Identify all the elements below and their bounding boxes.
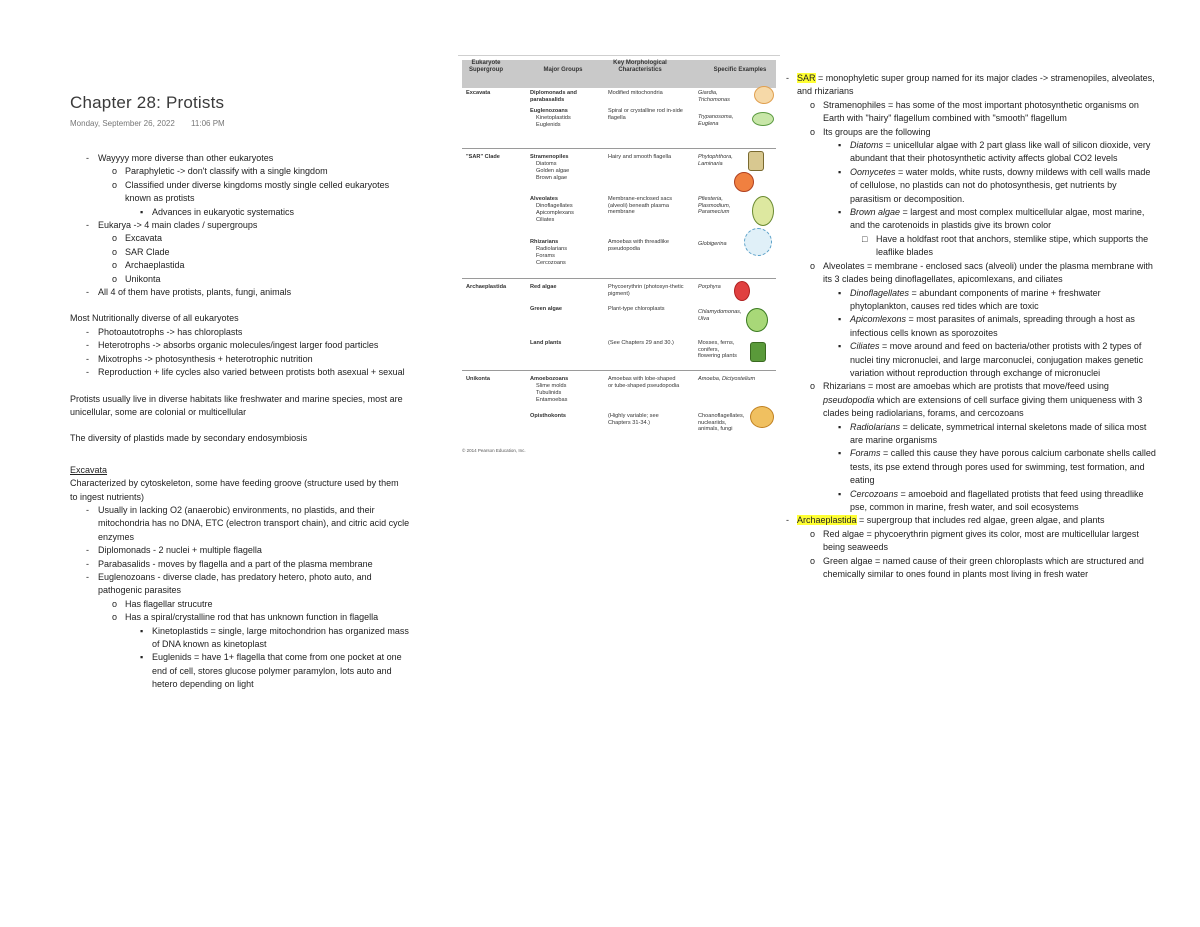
- diatom-illustration-icon: [748, 151, 764, 171]
- cell-characteristic: (Highly variable; see Chapters 31-34.): [608, 413, 659, 426]
- list-item: o Paraphyletic -> don't classify with a single kingdom: [112, 166, 328, 177]
- euglena-illustration-icon: [752, 112, 774, 126]
- list-item: - SAR = monophyletic super group named for its major clades -> stramenopiles, alveolates, and rhizarians: [786, 73, 1155, 97]
- cell-groups: Diatoms: [536, 161, 557, 167]
- cell-groups: Tubulinids: [536, 390, 562, 396]
- list-item: o Alveolates = membrane - enclosed sacs (alveoli) under the plasma membrane with its 3 clades being dinoflagellates, apicomlexans, and ciliates: [810, 260, 1153, 285]
- list-item: □ Have a holdfast root that anchors, stemlike stipe, which supports the leaflike blades: [862, 233, 1149, 258]
- cell-characteristic: Amoebas with lobe-shaped or tube-shaped pseudopodia: [608, 376, 680, 389]
- protist-classification-table: [458, 55, 780, 460]
- cell-groups: Dinoflagellates: [536, 203, 573, 209]
- cell-characteristic: Membrane-enclosed sacs (alveoli) beneath plasma membrane: [608, 196, 673, 216]
- list-item: o Classified under diverse kingdoms mostly single celled eukaryotes known as protists: [112, 179, 390, 204]
- archaeplastida-highlight: Archaeplastida: [797, 515, 857, 526]
- cell-characteristic: Hairy and smooth flagella: [608, 154, 672, 160]
- list-item: - Diplomonads - 2 nuclei + multiple flagella: [86, 545, 262, 556]
- land-plant-illustration-icon: [750, 342, 766, 362]
- dinoflagellate-illustration-icon: [734, 172, 754, 192]
- list-item: ▪ Euglenids = have 1+ flagella that come from one pocket at one end of cell, stores glucose polymer paramylon, lots auto and hetero depending on light: [140, 652, 402, 690]
- list-item: o Stramenophiles = has some of the most important photosynthetic organisms on Earth with "hairy" flagellum combined with "smooth" flagellum: [810, 99, 1139, 124]
- cell-groups: Radiolarians: [536, 246, 568, 252]
- cell-groups: Euglenozoans: [530, 108, 568, 114]
- cell-example: Amoeba, Dictyostelium: [698, 376, 756, 382]
- list-item: o Has flagellar strucutre: [112, 598, 213, 609]
- list-item: ▪ Ciliates = move around and feed on bacteria/other protists with 2 types of nuclei tiny micronuclei, and large marconuclei, conjugation makes genetic variation without reproduction through exchange of micronuclei: [838, 341, 1144, 378]
- cell-groups: Golden algae: [536, 168, 570, 174]
- list-item: o Red algae = phycoerythrin pigment gives its color, most are multicellular largest being seaweeds: [810, 528, 1139, 553]
- cell-example: Giardia, Trichomonas: [698, 90, 730, 103]
- cell-example: Chlamydomonas, Ulva: [698, 309, 742, 322]
- cell-supergroup: Unikonta: [466, 376, 490, 382]
- list-item: o Its groups are the following: [810, 126, 931, 137]
- list-item: - Reproduction + life cycles also varied between protists both asexual + sexual: [86, 367, 405, 378]
- left-column: [70, 93, 440, 692]
- page-title: Chapter 28: Protists: [70, 93, 225, 112]
- red-algae-illustration-icon: [734, 281, 750, 301]
- cell-groups: Red algae: [530, 284, 557, 290]
- choanoflagellate-illustration-icon: [750, 406, 774, 428]
- giardia-illustration-icon: [754, 86, 774, 104]
- list-item: ▪ Brown algae = largest and most complex multicellular algae, most marine, and the carotenoids in plastids give its brown color: [838, 207, 1145, 231]
- cell-groups: Entamoebas: [536, 397, 568, 403]
- cell-characteristic: Plant-type chloroplasts: [608, 306, 665, 312]
- cell-characteristic: Modified mitochondria: [608, 90, 663, 96]
- list-item: ▪ Oomycetes = water molds, white rusts, downy mildews with cell walls made of cellulose, no plastids can not do photosynthesis, get nutrients by parasitism or decomposition.: [838, 166, 1151, 204]
- cell-supergroup: Excavata: [466, 90, 491, 96]
- list-item: - Archaeplastida = supergroup that includes red algae, green algae, and plants: [786, 515, 1105, 526]
- list-item: o Excavata: [112, 233, 163, 244]
- cell-example: Pfiesteria, Plasmodium, Paramecium: [698, 196, 731, 216]
- cell-groups: Amoebozoans: [530, 376, 569, 382]
- cell-example: Choanoflagellates, nucleariids, animals, fungi: [698, 413, 745, 433]
- cell-supergroup: "SAR" Clade: [466, 154, 500, 160]
- list-item: o Green algae = named cause of their green chloroplasts which are structured and chemically similar to ones found in plants most living in fresh water: [810, 555, 1144, 580]
- paragraph: Protists usually live in diverse habitats like freshwater and marine species, most are unicellular, some are colonial or multicellular: [70, 393, 403, 417]
- list-item: - Wayyyy more diverse than other eukaryotes: [86, 153, 274, 163]
- paragraph: Most Nutritionally diverse of all eukaryotes: [70, 313, 239, 324]
- copyright: © 2014 Pearson Education, Inc.: [462, 448, 526, 453]
- time-text: 11:06 PM: [191, 119, 225, 128]
- right-column: [786, 72, 1188, 581]
- list-item: ▪ Kinetoplastids = single, large mitochondrion has organized mass of DNA known as kinetoplast: [140, 625, 409, 649]
- cell-groups: Ciliates: [536, 217, 555, 223]
- cell-groups: Kinetoplastids: [536, 115, 571, 121]
- list-item: ▪ Dinoflagellates = abundant components of marine + freshwater phytoplankton, causes red tides which are toxic: [838, 287, 1101, 311]
- paragraph: The diversity of plastids made by secondary endosymbiosis: [70, 433, 308, 444]
- section-heading: Excavata: [70, 464, 108, 475]
- list-item: o Archaeplastida: [112, 260, 185, 271]
- header-examples: Specific Examples: [713, 67, 767, 73]
- page-date: [70, 119, 440, 128]
- list-item: - Euglenozoans - diverse clade, has predatory hetero, photo auto, and pathogenic parasites: [86, 571, 372, 596]
- date-text: Monday, September 26, 2022: [70, 119, 175, 128]
- cell-groups: Euglenids: [536, 122, 561, 128]
- header-major-groups: Major Groups: [543, 67, 583, 73]
- paramecium-illustration-icon: [752, 196, 774, 226]
- list-item: ▪ Radiolarians = delicate, symmetrical internal skeletons made of silica most are marine organisms: [838, 421, 1147, 445]
- list-item: - Mixotrophs -> photosynthesis + heterotrophic nutrition: [86, 353, 313, 364]
- list-item: o Has a spiral/crystalline rod that has unknown function in flagella: [112, 612, 379, 623]
- cell-characteristic: Spiral or crystalline rod in-side flagella: [608, 108, 683, 121]
- cell-characteristic: (See Chapters 29 and 30.): [608, 340, 674, 346]
- list-item: ▪ Diatoms = unicellular algae with 2 part glass like wall of silicon dioxide, very abundant that their photosynthetic activity affects global CO2 levels: [838, 140, 1151, 164]
- cell-characteristic: Amoebas with threadlike pseudopodia: [608, 239, 669, 252]
- header-supergroup: Eukaryote Supergroup: [469, 60, 503, 73]
- list-item: ▪ Forams = called this cause they have porous calcium carbonate shells called tests, its pse extend through pores used for swimming, test formation, and eating: [838, 448, 1156, 486]
- list-item: o SAR Clade: [112, 246, 170, 257]
- list-item: - Usually in lacking O2 (anaerobic) environments, no plastids, and their mitochondria has no DNA, ETC (electron transport chain), and citric acid cycle enzymes: [86, 504, 410, 542]
- list-item: - All 4 of them have protists, plants, fungi, animals: [86, 287, 292, 298]
- cell-example: Trypanosoma, Euglena: [698, 114, 734, 127]
- list-item: - Eukarya -> 4 main clades / supergroups: [86, 220, 258, 231]
- list-item: ▪ Advances in eukaryotic systematics: [140, 206, 295, 217]
- list-item: - Photoautotrophs -> has chloroplasts: [86, 326, 243, 337]
- paragraph: Characterized by cytoskeleton, some have feeding groove (structure used by them to ingest nutrients): [70, 478, 399, 502]
- sar-highlight: SAR: [797, 73, 816, 83]
- cell-groups: Land plants: [530, 340, 562, 346]
- cell-groups: Alveolates: [530, 196, 558, 202]
- cell-characteristic: Phycoerythrin (photosyn-thetic pigment): [608, 284, 684, 297]
- list-item: ▪ Cercozoans = amoeboid and flagellated protists that feed using threadlike pse, common in marine, fresh water, and soil ecosystems: [838, 488, 1144, 512]
- cell-supergroup: Archaeplastida: [466, 284, 507, 290]
- list-item: o Rhizarians = most are amoebas which are protists that move/feed using pseudopodia which are extensions of cell surface giving them uniqueness with 3 clades being radiolarians, forams, and cercozoans: [810, 381, 1143, 419]
- cell-groups: Stramenopiles: [530, 154, 569, 160]
- cell-groups: Green algae: [530, 306, 563, 312]
- cell-groups: Forams: [536, 253, 555, 259]
- cell-groups: Opisthokonts: [530, 413, 567, 419]
- cell-example: Phytophthora, Laminaria: [698, 154, 733, 167]
- list-item: - Parabasalids - moves by flagella and a part of the plasma membrane: [86, 558, 373, 569]
- cell-groups: Brown algae: [536, 175, 568, 181]
- cell-groups: Diplomonads and parabasalids: [530, 90, 577, 103]
- cell-example: Mosses, ferns, conifers, flowering plants: [698, 340, 737, 360]
- green-algae-illustration-icon: [746, 308, 768, 332]
- radiolarian-illustration-icon: [744, 228, 772, 256]
- list-item: ▪ Apicomlexons = most parasites of animals, spreading through a host as infectious cells known as sporozoites: [838, 314, 1135, 338]
- cell-example: Porphyra: [698, 284, 721, 290]
- list-item: - Heterotrophs -> absorbs organic molecules/ingest larger food particles: [86, 340, 379, 351]
- list-item: o Unikonta: [112, 273, 161, 284]
- header-characteristics: Key Morphological Characteristics: [613, 60, 667, 73]
- cell-groups: Rhizarians: [530, 239, 559, 245]
- cell-example: Globigerina: [698, 241, 727, 247]
- cell-groups: Cercozoans: [536, 260, 566, 266]
- cell-groups: Slime molds: [536, 383, 567, 389]
- cell-groups: Apicomplexans: [536, 210, 574, 216]
